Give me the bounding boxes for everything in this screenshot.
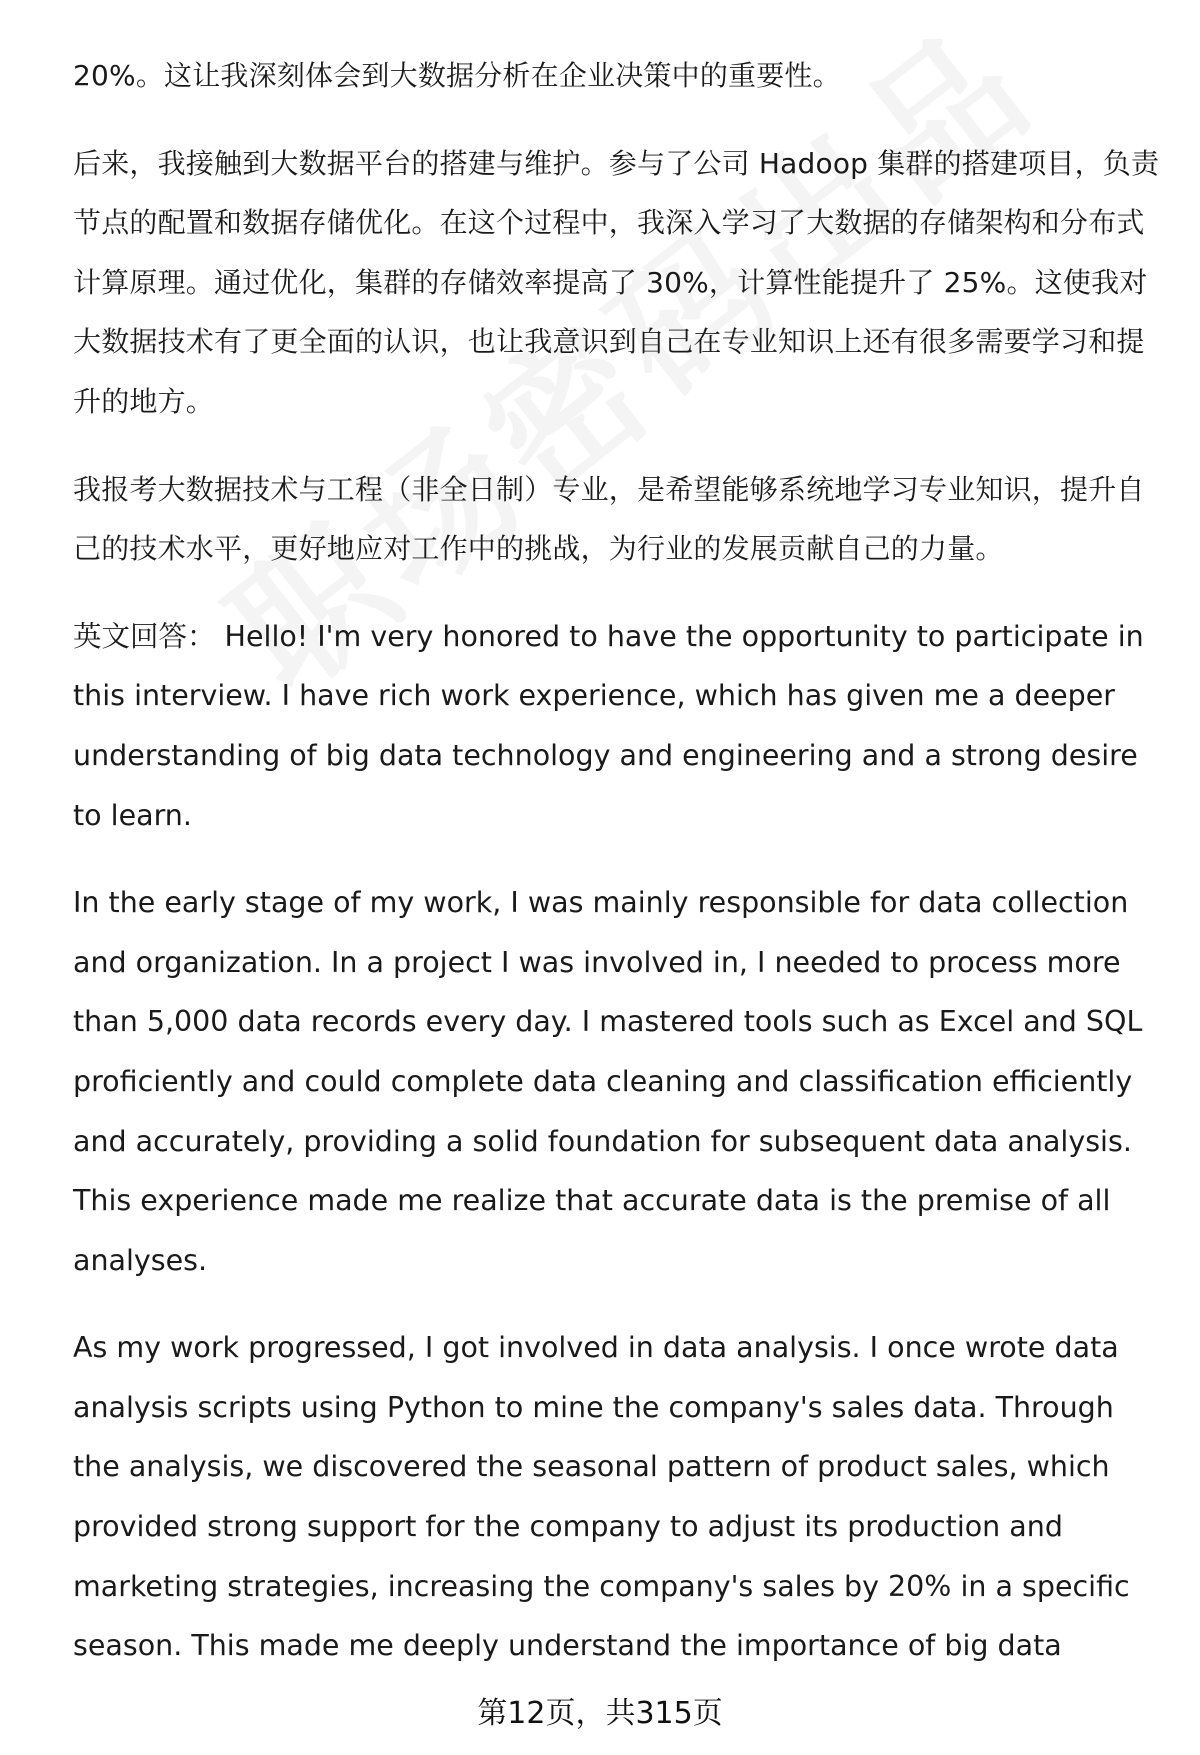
page-number-footer: 第12页，共315页 — [477, 1696, 723, 1731]
paragraph: In the early stage of my work, I was mainly responsible for data collection and organization. In a project I was involved in, I needed to process more than 5,000 data records every day. I mastered tools such as Excel and SQL proficiently and could complete data cleaning and classification efficiently and accurately, providing a solid foundation for subsequent data analysis. This experience made me realize that accurate data is the premise of all analyses. — [73, 886, 1143, 1277]
paragraph: 英文回答： Hello! I'm very honored to have the opportunity to participate in this interview. I have rich work experience, which has given me a deeper understanding of big data technology and engineering and a strong desire to learn. — [73, 619, 1144, 832]
paragraph: 后来，我接触到大数据平台的搭建与维护。参与了公司 Hadoop 集群的搭建项目，负责节点的配置和数据存储优化。在这个过程中，我深入学习了大数据的存储架构和分布式计算原理。通过优化，集群的存储效率提高了 30%，计算性能提升了 25%。这使我对大数据技术有了更全面的认识，也让我意识到自己在专业知识上还有很多需要学习和提升的地方。 — [73, 146, 1160, 418]
paragraph: 我报考大数据技术与工程（非全日制）专业，是希望能够系统地学习专业知识，提升自己的技术水平，更好地应对工作中的挑战，为行业的发展贡献自己的力量。 — [73, 472, 1145, 566]
document-body — [73, 46, 1163, 1676]
paragraph: 20%。这让我深刻体会到大数据分析在企业决策中的重要性。 — [73, 59, 841, 92]
paragraph: As my work progressed, I got involved in data analysis. I once wrote data analysis scripts using Python to mine the company's sales data. Through the analysis, we discovered the seasonal pattern of product sales, which provided strong support for the company to adjust its production and marketing strategies, increasing the company's sales by 20% in a specific season. This made me deeply understand the importance of big data — [73, 1331, 1130, 1663]
